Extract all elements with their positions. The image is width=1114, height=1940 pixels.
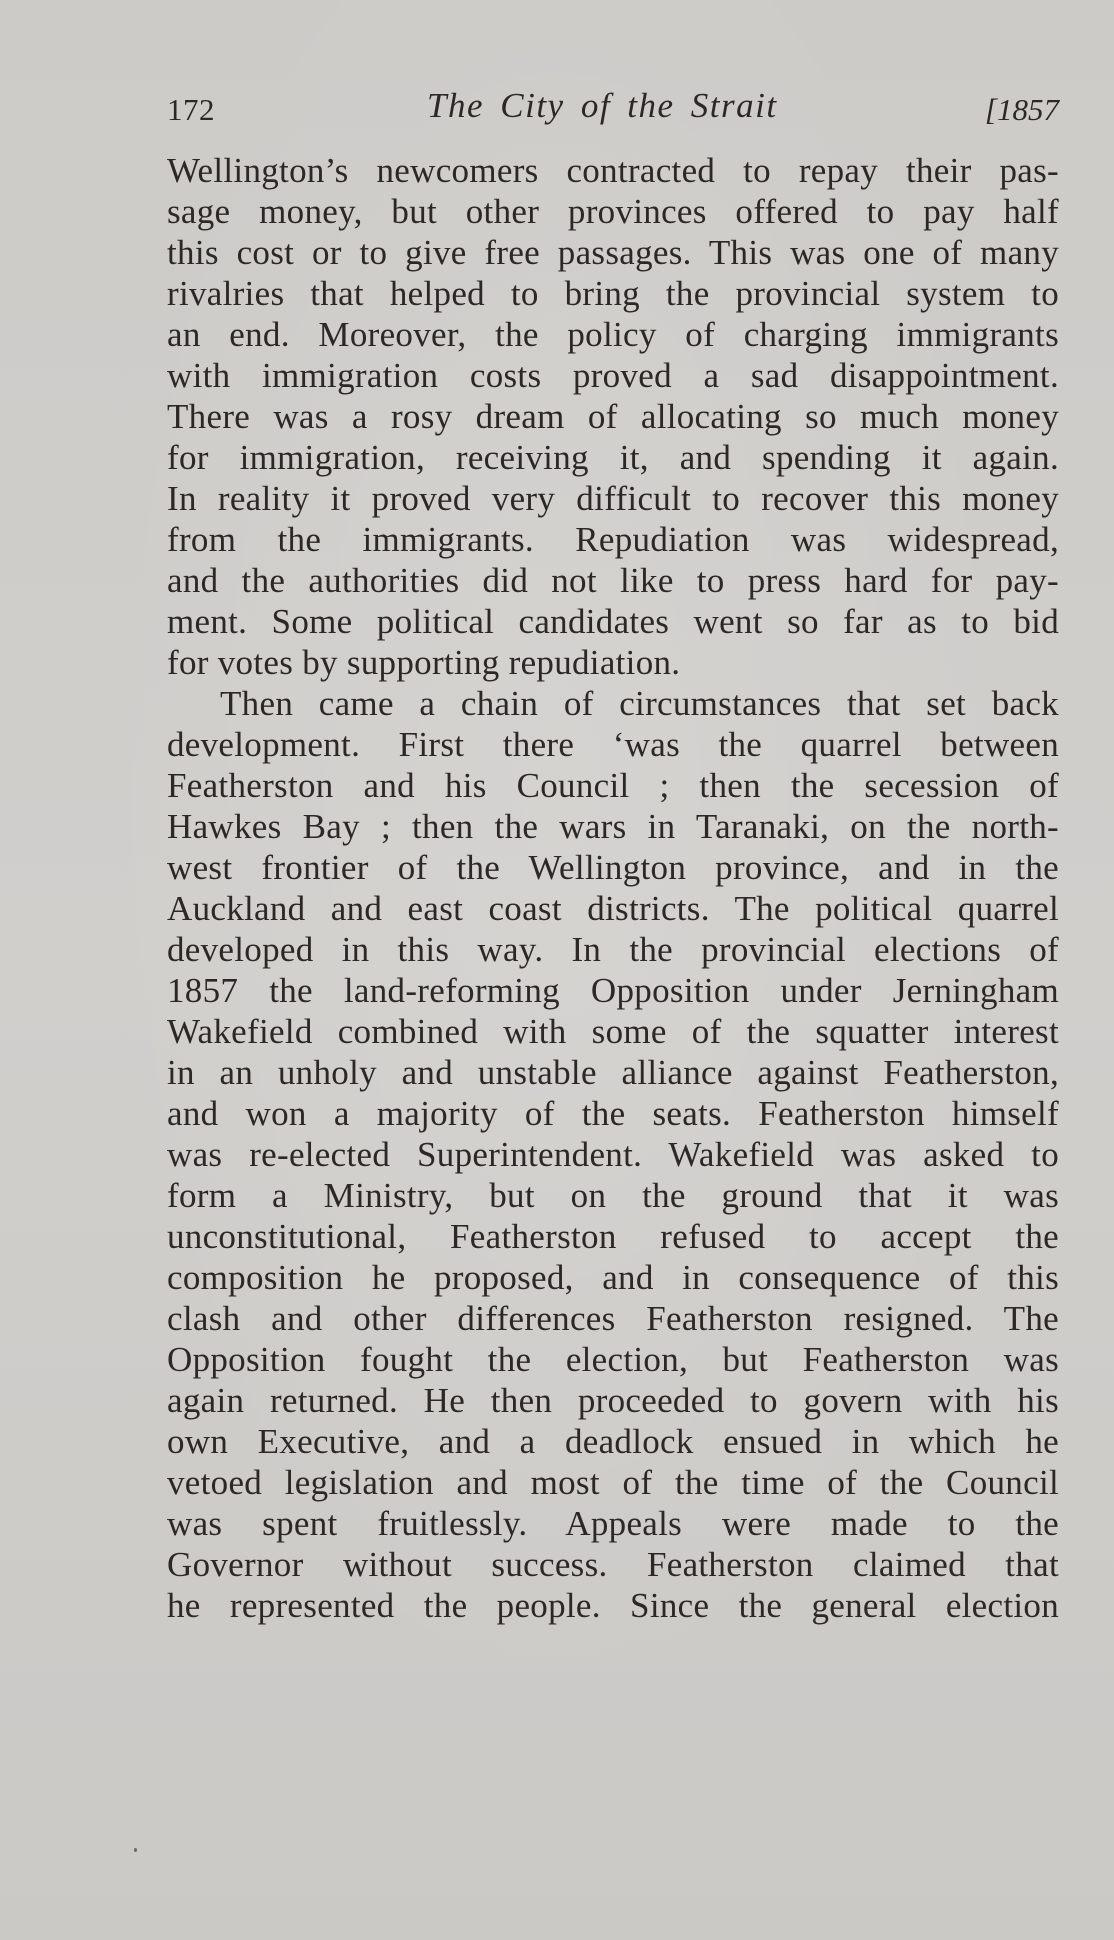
text-line: for immigration, receiving it, and spending it again. bbox=[167, 438, 1059, 477]
paragraph-start-line: Then came a chain of circumstances that set back bbox=[220, 684, 1059, 723]
text-line: rivalries that helped to bring the provincial system to bbox=[167, 274, 1059, 313]
page-number: 172 bbox=[167, 92, 215, 127]
text-line: development. First there ‘was the quarrel between bbox=[167, 725, 1059, 764]
text-line: Featherston and his Council ; then the secession of bbox=[167, 766, 1059, 805]
text-line: an end. Moreover, the policy of charging immigrants bbox=[167, 315, 1059, 354]
text-line: 1857 the land-reforming Opposition under Jerningham bbox=[167, 971, 1059, 1010]
text-line: this cost or to give free passages. This was one of many bbox=[167, 233, 1059, 272]
text-line: with immigration costs proved a sad disappointment. bbox=[167, 356, 1059, 395]
text-line: ment. Some political candidates went so far as to bid bbox=[167, 602, 1059, 641]
text-line: unconstitutional, Featherston refused to accept the bbox=[167, 1217, 1059, 1256]
text-line: again returned. He then proceeded to govern with his bbox=[167, 1381, 1059, 1420]
text-line: own Executive, and a deadlock ensued in which he bbox=[167, 1422, 1059, 1461]
text-line: in an unholy and unstable alliance against Featherston, bbox=[167, 1053, 1059, 1092]
running-year: [1857 bbox=[984, 92, 1059, 127]
running-title: The City of the Strait bbox=[427, 86, 778, 125]
text-line: from the immigrants. Repudiation was widespread, bbox=[167, 520, 1059, 559]
text-line: form a Ministry, but on the ground that it was bbox=[167, 1176, 1059, 1215]
text-line: Wakefield combined with some of the squatter interest bbox=[167, 1012, 1059, 1051]
text-line: Auckland and east coast districts. The political quarrel bbox=[167, 889, 1059, 928]
text-line: Governor without success. Featherston claimed that bbox=[167, 1545, 1059, 1584]
body-text bbox=[167, 150, 1059, 1626]
text-line: west frontier of the Wellington province, and in the bbox=[167, 848, 1059, 887]
text-line: There was a rosy dream of allocating so much money bbox=[167, 397, 1059, 436]
text-line: and the authorities did not like to press hard for pay- bbox=[167, 561, 1059, 600]
running-head bbox=[167, 86, 1059, 132]
paragraph-end-line: for votes by supporting repudiation. bbox=[167, 643, 681, 682]
text-line: clash and other differences Featherston resigned. The bbox=[167, 1299, 1059, 1338]
text-line: sage money, but other provinces offered to pay half bbox=[167, 192, 1059, 231]
text-line: developed in this way. In the provincial elections of bbox=[167, 930, 1059, 969]
text-line: Opposition fought the election, but Featherston was bbox=[167, 1340, 1059, 1379]
text-line: Wellington’s newcomers contracted to repay their pas- bbox=[167, 151, 1059, 190]
text-line: composition he proposed, and in consequence of this bbox=[167, 1258, 1059, 1297]
text-line: was spent fruitlessly. Appeals were made to the bbox=[167, 1504, 1059, 1543]
text-line: he represented the people. Since the general election bbox=[167, 1586, 1059, 1625]
text-line: and won a majority of the seats. Featherston himself bbox=[167, 1094, 1059, 1133]
text-line: was re-elected Superintendent. Wakefield was asked to bbox=[167, 1135, 1059, 1174]
paper-speck bbox=[134, 1848, 137, 1852]
text-line: vetoed legislation and most of the time of the Council bbox=[167, 1463, 1059, 1502]
text-line: Hawkes Bay ; then the wars in Taranaki, on the north- bbox=[167, 807, 1059, 846]
text-line: In reality it proved very difficult to recover this money bbox=[167, 479, 1059, 518]
